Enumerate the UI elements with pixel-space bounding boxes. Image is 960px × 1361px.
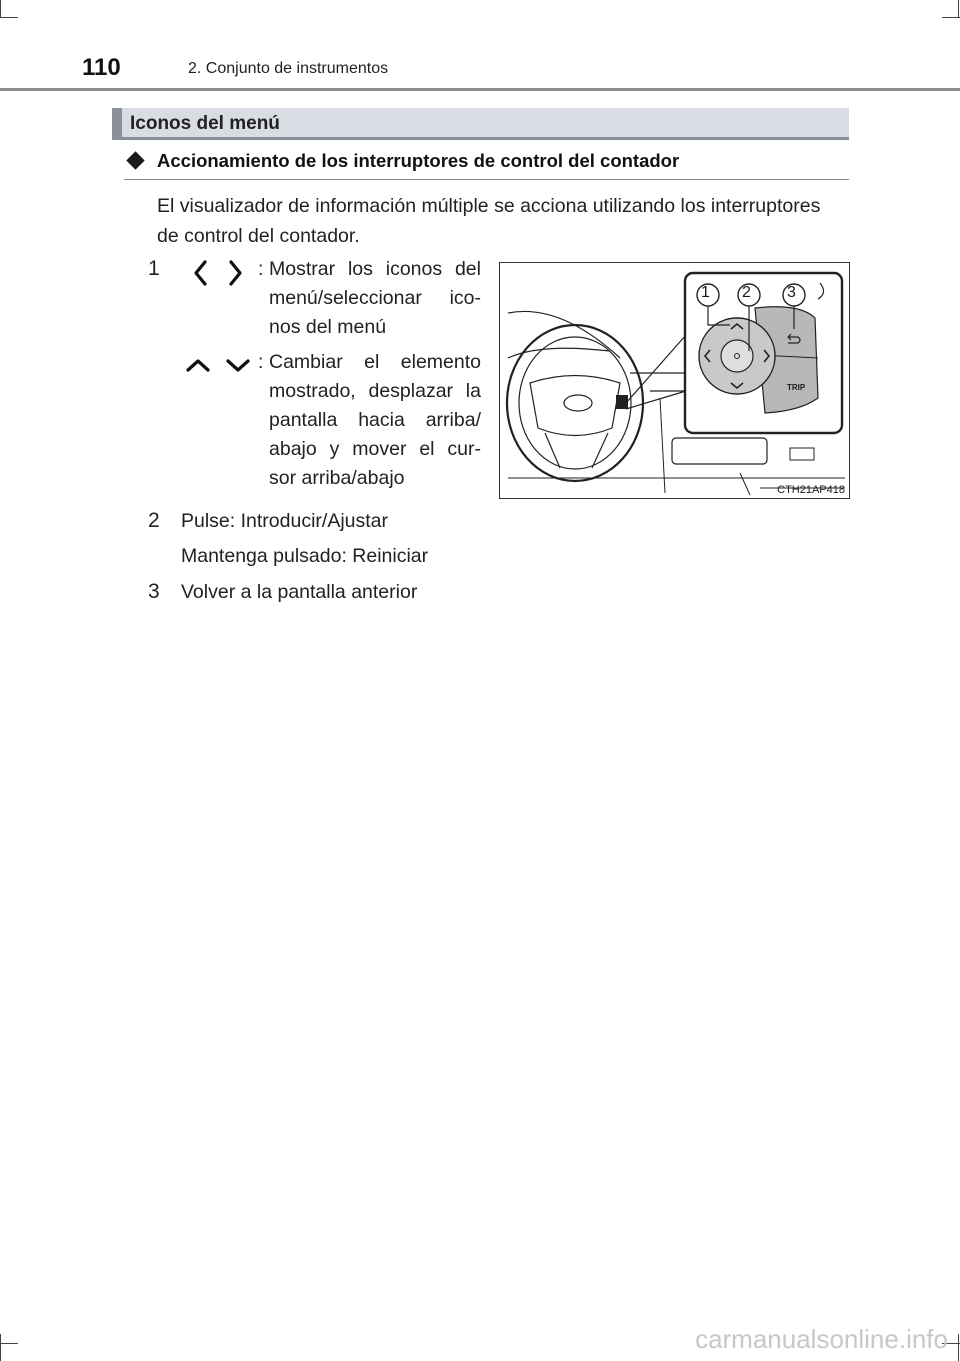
colon: : bbox=[258, 351, 264, 373]
item-2-line-1: Pulse: Introducir/Ajustar bbox=[181, 510, 389, 532]
watermark: carmanualsonline.info bbox=[695, 1324, 948, 1354]
up-down-icons bbox=[184, 352, 254, 383]
figure-callout-3: 3 bbox=[787, 284, 796, 301]
chevron-down-icon bbox=[228, 361, 248, 370]
section-accent bbox=[112, 108, 122, 137]
crop-mark bbox=[958, 1334, 959, 1361]
crop-mark bbox=[0, 0, 1, 18]
desc-line: sor arriba/abajo bbox=[269, 467, 405, 489]
running-title: 2. Conjunto de instrumentos bbox=[188, 60, 389, 77]
chevron-right-icon bbox=[231, 262, 240, 284]
header-divider bbox=[0, 88, 960, 91]
intro-paragraph: El visualizador de información múltiple se acciona utilizando los interruptores de control del contador. bbox=[157, 195, 821, 247]
trip-button-label: TRIP bbox=[787, 383, 806, 392]
left-right-icons bbox=[190, 258, 250, 293]
diamond-bullet-icon bbox=[126, 151, 144, 169]
item-3-line-1: Volver a la pantalla anterior bbox=[181, 581, 418, 603]
chevron-left-icon bbox=[190, 258, 250, 288]
item-2-line-2: Mantenga pulsado: Reiniciar bbox=[181, 545, 429, 567]
section-heading bbox=[112, 108, 849, 140]
figure-callout-2: 2 bbox=[742, 284, 751, 301]
desc-line: pantalla hacia arriba/ bbox=[269, 409, 481, 431]
crop-mark bbox=[958, 0, 959, 18]
subsection-title: Accionamiento de los interruptores de control del contador bbox=[157, 150, 680, 171]
desc-line: Cambiar el elemento bbox=[269, 351, 481, 373]
section-title: Iconos del menú bbox=[130, 113, 280, 134]
item-number-1: 1 bbox=[148, 257, 160, 280]
desc-line: mostrado, desplazar la bbox=[269, 380, 481, 402]
desc-line: menú/seleccionar ico- bbox=[269, 287, 481, 309]
steering-switch-illustration bbox=[499, 262, 850, 499]
page-number: 110 bbox=[82, 54, 121, 81]
item-1a-description bbox=[269, 255, 481, 342]
colon: : bbox=[258, 258, 264, 280]
crop-mark bbox=[0, 17, 18, 18]
crop-mark bbox=[0, 1334, 1, 1361]
page-header bbox=[0, 52, 960, 92]
item-1b-description bbox=[269, 348, 481, 493]
desc-line: nos del menú bbox=[269, 316, 387, 338]
figure-callout-1: 1 bbox=[701, 284, 710, 301]
crop-mark bbox=[942, 17, 960, 18]
dashboard-drawing bbox=[500, 263, 849, 498]
figure-code: CTH21AP418 bbox=[777, 484, 845, 496]
item-number-2: 2 bbox=[148, 509, 160, 532]
item-number-3: 3 bbox=[148, 580, 160, 603]
chevron-up-icon bbox=[184, 352, 254, 378]
desc-line: Mostrar los iconos del bbox=[269, 258, 481, 280]
crop-mark bbox=[0, 1343, 18, 1344]
desc-line: abajo y mover el cur- bbox=[269, 438, 481, 460]
subsection-heading bbox=[124, 150, 849, 180]
